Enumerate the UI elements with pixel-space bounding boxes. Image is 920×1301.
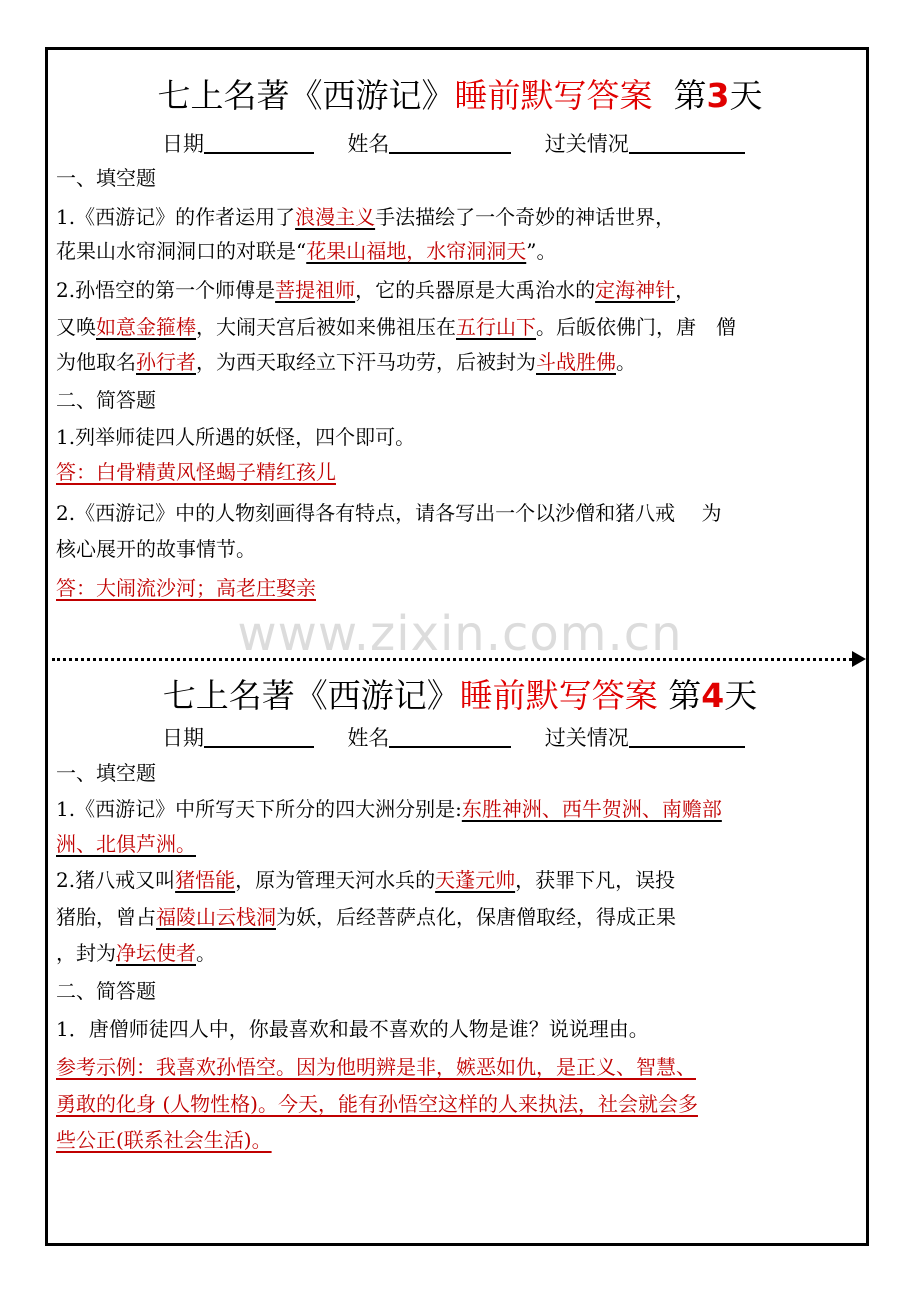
answer: 定海神针 — [595, 278, 676, 302]
day4-title-book: 七上名著《西游记》 — [162, 676, 460, 715]
answer: 答：白骨精黄风怪蝎子精红孩儿 — [56, 460, 336, 484]
day3-title — [0, 70, 920, 117]
day4-section2-heading: 二、简答题 — [56, 979, 156, 1003]
text: 1.《西游记》的作者运用了 — [56, 205, 296, 229]
text: ，为西天取经立下汗马功劳，后被封为 — [196, 350, 536, 374]
day3-q1-line2 — [56, 239, 556, 263]
status-field[interactable] — [629, 132, 745, 154]
answer: 浪漫主义 — [295, 205, 376, 229]
answer: 福陵山云栈洞 — [156, 905, 276, 929]
day4-short-a1-line2 — [56, 1092, 698, 1116]
status-field[interactable] — [629, 726, 745, 748]
answer: 勇敢的化身 (人物性格)。今天，能有孙悟空这样的人来执法，社会就会多 — [56, 1092, 698, 1116]
day3-meta — [162, 128, 745, 158]
answer: 参考示例：我喜欢孙悟空。因为他明辨是非，嫉恶如仇，是正义、智慧、 — [56, 1055, 696, 1079]
day3-q2-line3 — [56, 350, 636, 374]
name-label: 姓名 — [347, 132, 390, 156]
text: 为妖，后经菩萨点化，保唐僧取经，得成正果 — [276, 905, 676, 929]
day4-short-a1-line1 — [56, 1055, 696, 1079]
answer: 如意金箍棒 — [96, 315, 196, 339]
date-label: 日期 — [162, 132, 204, 156]
day3-title-day-post: 天 — [729, 76, 763, 115]
status-label: 过关情况 — [544, 726, 629, 750]
day3-section2-heading: 二、简答题 — [56, 388, 156, 412]
date-field[interactable] — [204, 132, 314, 154]
text: ，大闹天宫后被如来佛祖压在 — [196, 315, 456, 339]
text: 为他取名 — [56, 350, 136, 374]
text: 2.孙悟空的第一个师傅是 — [56, 278, 276, 302]
answer: 猪悟能 — [175, 868, 236, 892]
text: 1.《西游记》中所写天下所分的四大洲分别是: — [56, 797, 462, 821]
day3-short-q1: 1.列举师徒四人所遇的妖怪，四个即可。 — [56, 425, 416, 449]
text: 花果山水帘洞洞口的对联是“ — [56, 239, 307, 263]
name-label: 姓名 — [347, 726, 390, 750]
day4-section1-heading: 一、填空题 — [56, 761, 156, 785]
text: 。 — [196, 941, 216, 965]
day3-title-day-num: 3 — [706, 76, 730, 115]
answer: 五行山下 — [456, 315, 536, 339]
text: 。 — [616, 350, 636, 374]
day4-short-a1-line3 — [56, 1128, 272, 1152]
day3-title-book: 七上名著《西游记》 — [157, 76, 455, 115]
date-label: 日期 — [162, 726, 204, 750]
watermark: www.zixin.com.cn — [237, 606, 683, 662]
status-label: 过关情况 — [544, 132, 629, 156]
name-field[interactable] — [389, 132, 511, 154]
text: ，它的兵器原是大禹治水的 — [355, 278, 596, 302]
day4-q2-line1 — [56, 868, 675, 892]
day3-short-q2-line2: 核心展开的故事情节。 — [56, 537, 256, 561]
day4-short-q1: 1．唐僧师徒四人中，你最喜欢和最不喜欢的人物是谁？说说理由。 — [56, 1017, 649, 1041]
day3-short-q2-line1: 2.《西游记》中的人物刻画得各有特点，请各写出一个以沙僧和猪八戒 为 — [56, 501, 722, 525]
text: ，封为 — [56, 941, 116, 965]
text: ， — [675, 278, 696, 302]
text: ”。 — [526, 239, 557, 263]
day4-q2-line2 — [56, 905, 676, 929]
text: 又唤 — [56, 315, 96, 339]
text: ，原为管理天河水兵的 — [235, 868, 436, 892]
text: 。后皈依佛门，唐 僧 — [536, 315, 736, 339]
answer: 花果山福地，水帘洞洞天 — [306, 239, 527, 263]
text: 手法描绘了一个奇妙的神话世界， — [375, 205, 676, 229]
day4-q1-line2 — [56, 832, 196, 856]
name-field[interactable] — [389, 726, 511, 748]
day3-q2-line1 — [56, 278, 695, 302]
day3-q1-line1 — [56, 205, 675, 229]
answer: 孙行者 — [136, 350, 196, 374]
day4-title-day-post: 天 — [724, 676, 758, 715]
answer: 斗战胜佛 — [536, 350, 616, 374]
day3-short-a2 — [56, 576, 316, 600]
day4-title-day-pre: 第 — [668, 676, 702, 715]
answer: 答：大闹流沙河；高老庄娶亲 — [56, 576, 316, 600]
answer: 净坛使者 — [116, 941, 196, 965]
date-field[interactable] — [204, 726, 314, 748]
answer: 菩提祖师 — [275, 278, 356, 302]
answer: 些公正(联系社会生活)。 — [56, 1128, 272, 1152]
text: ，获罪下凡，误投 — [515, 868, 676, 892]
day3-title-red: 睡前默写答案 — [454, 76, 653, 115]
text: 猪胎，曾占 — [56, 905, 156, 929]
day4-meta — [162, 722, 745, 752]
day3-title-day-pre: 第 — [673, 76, 707, 115]
day3-short-a1 — [56, 460, 336, 484]
day3-section1-heading: 一、填空题 — [56, 166, 156, 190]
arrow-right-icon — [852, 651, 866, 667]
dotted-divider — [52, 658, 858, 661]
day4-q1-line1 — [56, 797, 722, 821]
answer: 洲、北俱芦洲。 — [56, 832, 196, 856]
day4-title — [0, 670, 920, 717]
day4-q2-line3 — [56, 941, 216, 965]
day4-title-red: 睡前默写答案 — [459, 676, 658, 715]
day4-title-day-num: 4 — [701, 676, 725, 715]
text: 2.猪八戒又叫 — [56, 868, 176, 892]
answer: 天蓬元帅 — [435, 868, 516, 892]
answer: 东胜神洲、西牛贺洲、南赡部 — [461, 797, 722, 821]
day3-q2-line2 — [56, 315, 736, 339]
